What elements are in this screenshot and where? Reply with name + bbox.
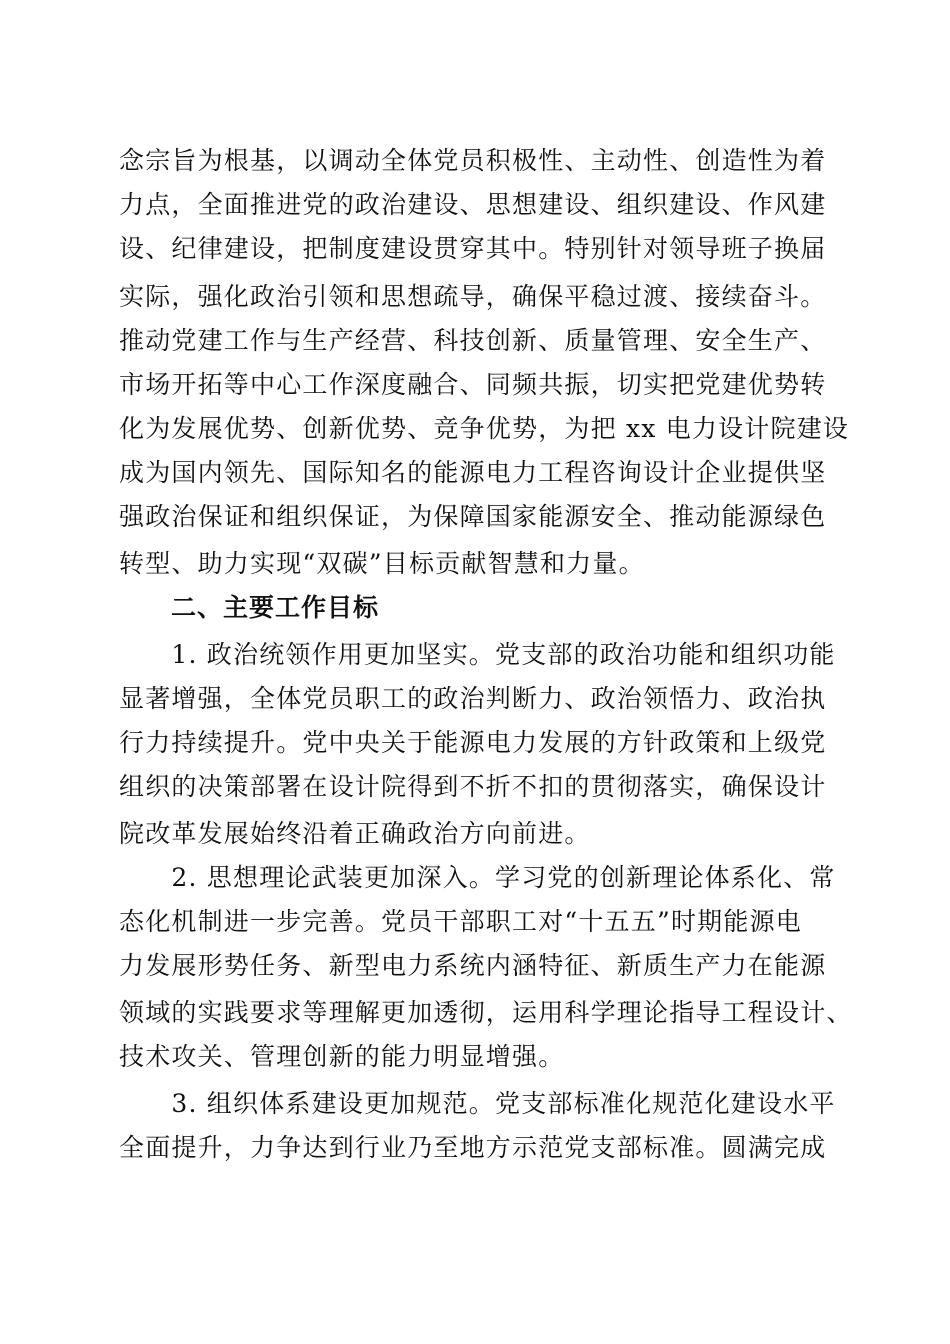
body-text-line: 显著增强，全体党员职工的政治判断力、政治领悟力、政治执: [119, 684, 827, 713]
body-text-line: 推动党建工作与生产经营、科技创新、质量管理、安全生产、: [119, 326, 827, 355]
body-text-line: 2. 思想理论武装更加深入。学习党的创新理论体系化、常: [119, 863, 836, 892]
body-text-line: 念宗旨为根基，以调动全体党员积极性、主动性、创造性为着: [119, 146, 827, 175]
body-text-line: 力发展形势任务、新型电力系统内涵特征、新质生产力在能源: [119, 951, 827, 980]
body-text-line: 组织的决策部署在设计院得到不折不扣的贯彻落实，确保设计: [119, 772, 827, 801]
section-heading: 二、主要工作目标: [119, 593, 380, 622]
body-text-line: 设、纪律建设，把制度建设贯穿其中。特别针对领导班子换届: [119, 234, 827, 263]
body-text-line: 行力持续提升。党中央关于能源电力发展的方针政策和上级党: [119, 728, 827, 757]
body-text-line: 全面提升，力争达到行业乃至地方示范党支部标准。圆满完成: [119, 1133, 827, 1162]
body-text-line: 强政治保证和组织保证，为保障国家能源安全、推动能源绿色: [119, 502, 827, 531]
body-text-line: 实际，强化政治引领和思想疏导，确保平稳过渡、接续奋斗。: [119, 282, 827, 311]
body-text-line: 技术攻关、管理创新的能力明显增强。: [119, 1042, 565, 1071]
body-text-line: 1. 政治统领作用更加坚实。党支部的政治功能和组织功能: [119, 640, 836, 669]
body-text-line: 力点，全面推进党的政治建设、思想建设、组织建设、作风建: [119, 190, 827, 219]
body-text-line: 3. 组织体系建设更加规范。党支部标准化规范化建设水平: [119, 1089, 836, 1118]
body-text-line: 成为国内领先、国际知名的能源电力工程咨询设计企业提供坚: [119, 458, 827, 487]
body-text-line: 领域的实践要求等理解更加透彻，运用科学理论指导工程设计、: [119, 998, 853, 1027]
body-text-line: 院改革发展始终沿着正确政治方向前进。: [119, 819, 591, 848]
body-text-line: 化为发展优势、创新优势、竞争优势，为把 xx 电力设计院建设: [119, 414, 850, 443]
body-text-line: 市场开拓等中心工作深度融合、同频共振，切实把党建优势转: [119, 370, 827, 399]
body-text-line: 态化机制进一步完善。党员干部职工对“十五五”时期能源电: [119, 907, 802, 936]
body-text-line: 转型、助力实现“双碳”目标贡献智慧和力量。: [119, 549, 645, 578]
